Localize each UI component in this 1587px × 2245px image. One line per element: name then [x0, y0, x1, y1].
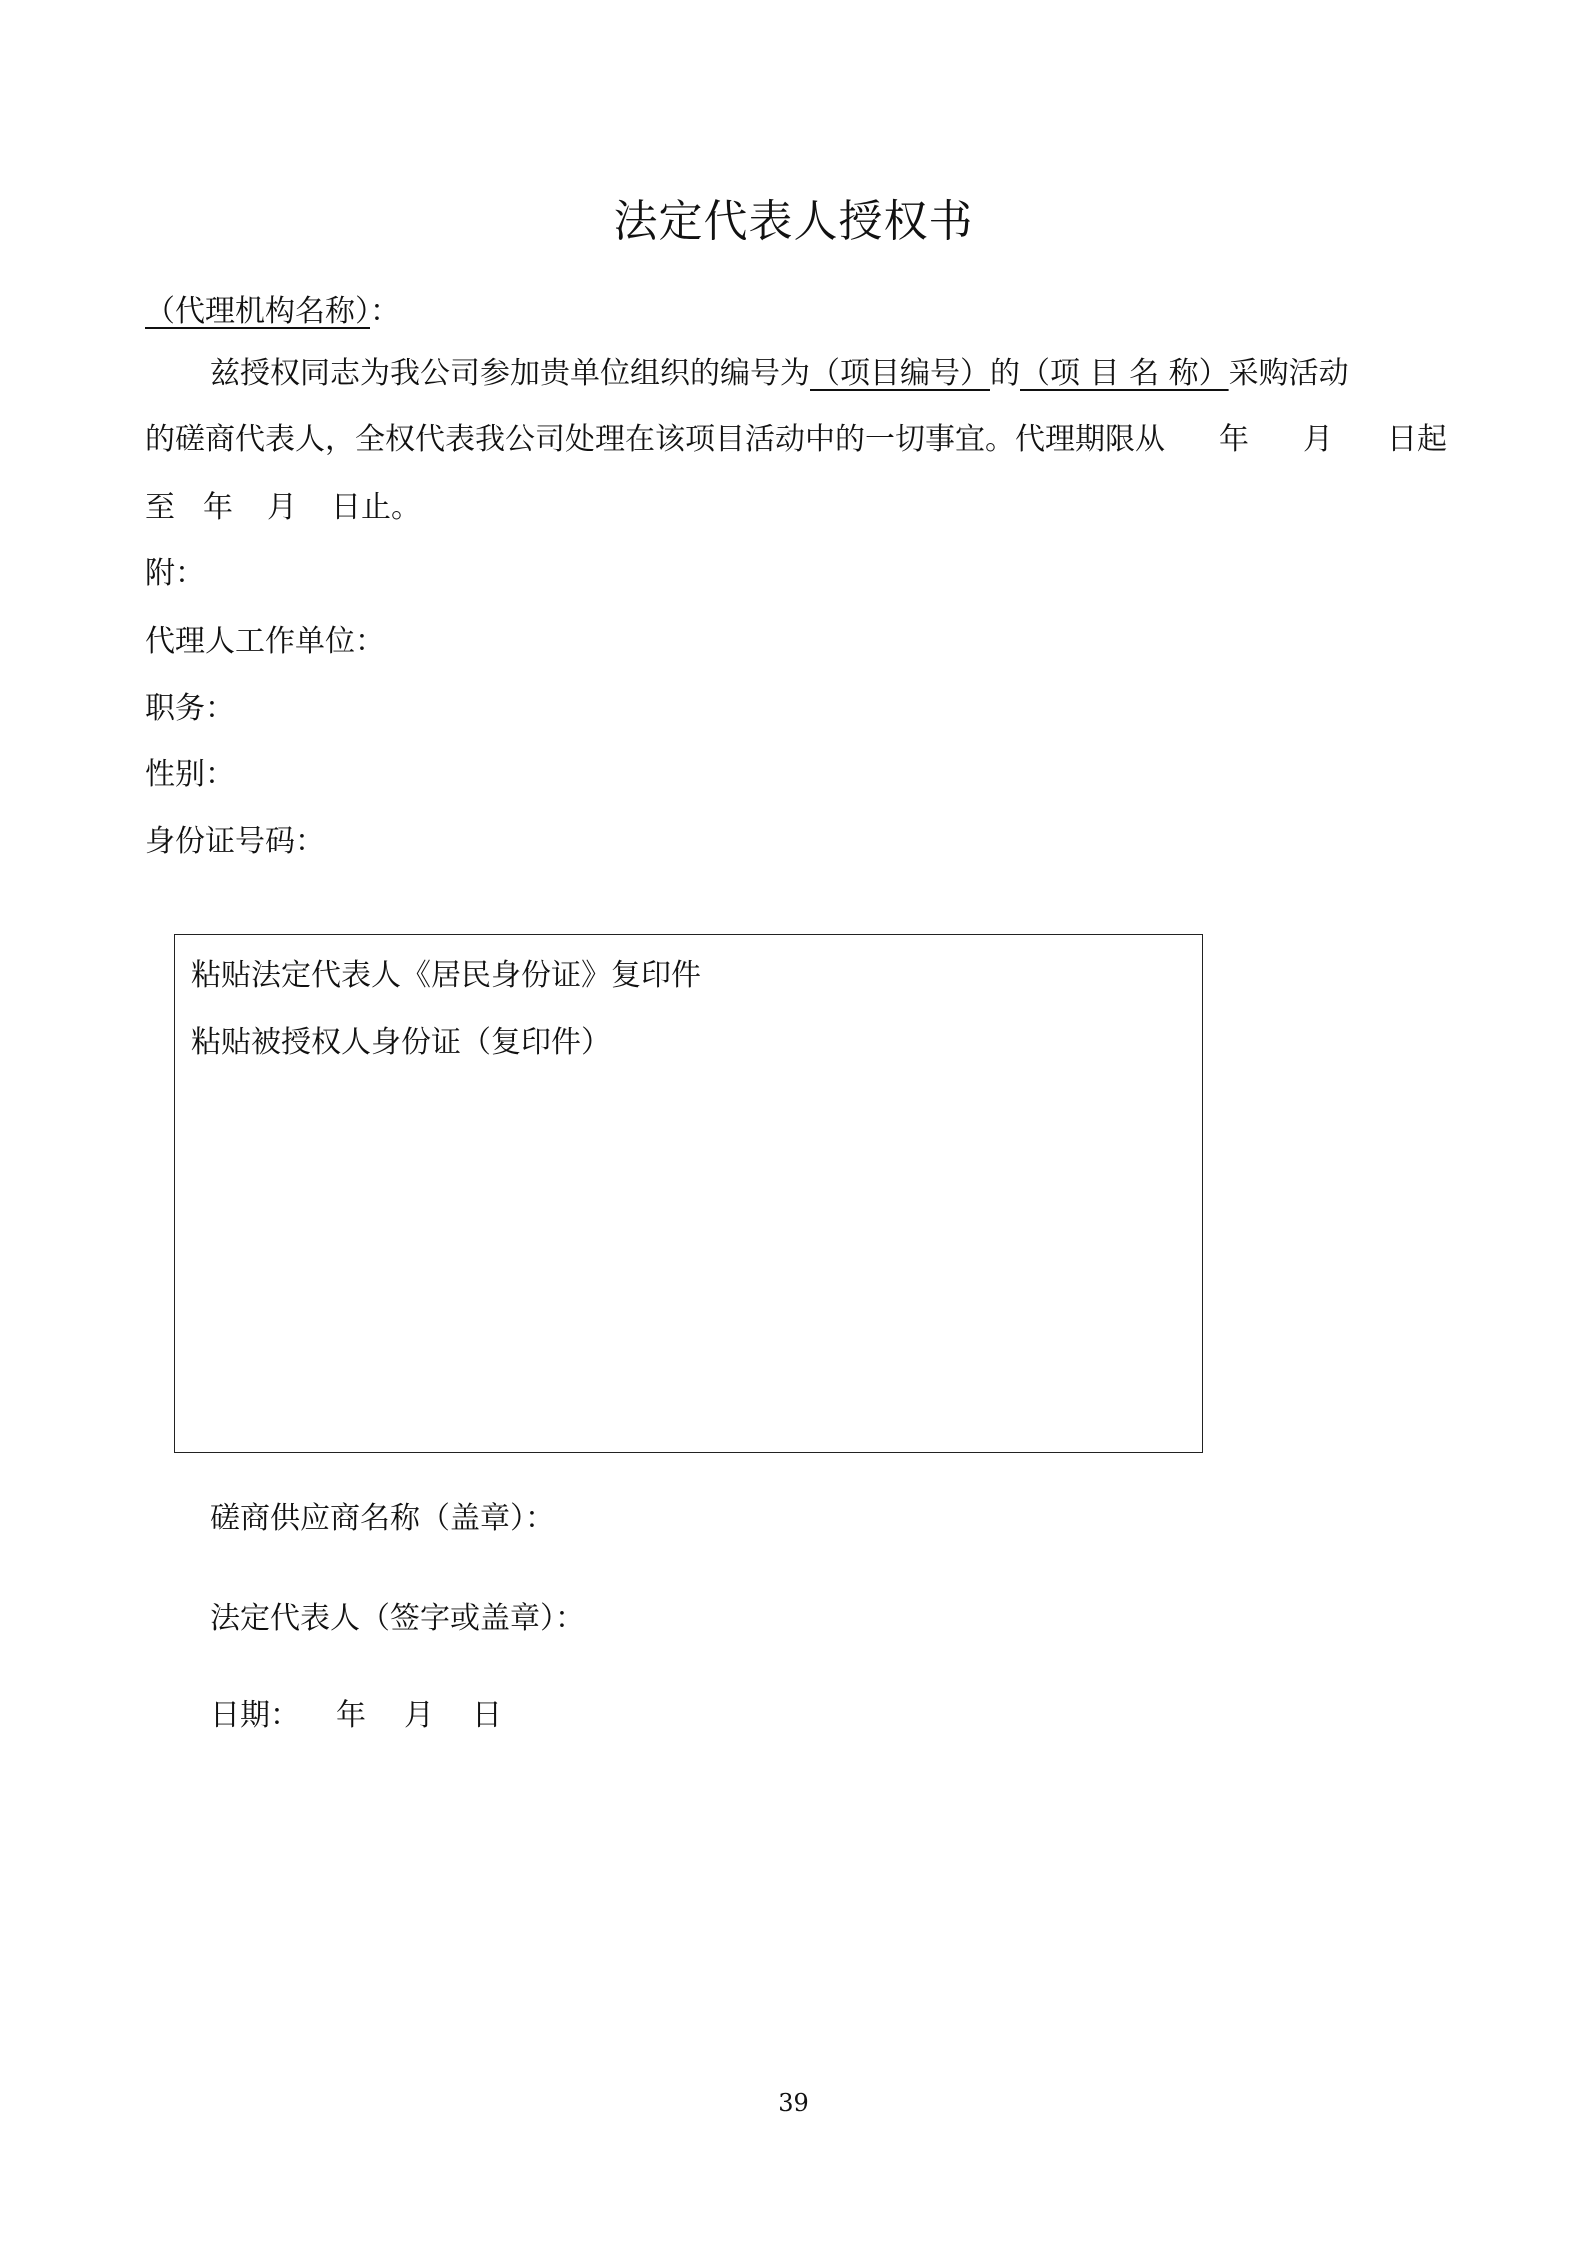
box-instruction-authorized-id: 粘贴被授权人身份证（复印件） — [191, 1025, 611, 1060]
addressee-colon: ： — [370, 294, 400, 329]
para2-year: 年 — [1219, 422, 1249, 457]
para1-text-b: 的 — [990, 356, 1020, 391]
paragraph-line-2 — [145, 418, 1447, 462]
para2-day-start: 日起 — [1387, 422, 1447, 457]
para3-month: 月 — [267, 490, 297, 525]
para3-year: 年 — [203, 490, 233, 525]
document-title: 法定代表人授权书 — [613, 196, 974, 247]
para2-month: 月 — [1303, 422, 1333, 457]
project-number-placeholder: （项目编号） — [810, 356, 990, 391]
attachment-label: 附： — [145, 556, 205, 591]
para2-text: 的磋商代表人，全权代表我公司处理在该项目活动中的一切事宜。代理期限从 — [145, 422, 1165, 457]
para3-day-end: 日止。 — [331, 490, 421, 525]
id-copy-paste-box — [174, 934, 1203, 1453]
supplier-name-seal-label: 磋商供应商名称（盖章）： — [210, 1501, 555, 1536]
date-year: 年 — [336, 1698, 366, 1733]
agent-employer-label: 代理人工作单位： — [145, 624, 385, 659]
date-day: 日 — [472, 1698, 502, 1733]
para1-text-a: 兹授权同志为我公司参加贵单位组织的编号为 — [210, 356, 810, 391]
paragraph-line-1 — [210, 352, 1349, 396]
date-month: 月 — [404, 1698, 434, 1733]
date-line — [210, 1694, 502, 1738]
para1-text-c: 采购活动 — [1228, 356, 1349, 391]
agent-id-number-label: 身份证号码： — [145, 824, 325, 859]
agent-gender-label: 性别： — [145, 757, 235, 792]
agency-name-placeholder: （代理机构名称） — [145, 294, 370, 329]
para3-prefix: 至 — [145, 490, 175, 525]
date-label: 日期： — [210, 1698, 300, 1733]
project-name-placeholder: （项 目 名 称） — [1020, 356, 1229, 391]
legal-rep-signature-label: 法定代表人（签字或盖章）： — [210, 1601, 585, 1636]
page-number: 39 — [778, 2089, 809, 2117]
addressee-line — [145, 290, 400, 334]
paragraph-line-3 — [145, 486, 421, 530]
agent-position-label: 职务： — [145, 691, 235, 726]
box-instruction-legal-rep-id: 粘贴法定代表人《居民身份证》复印件 — [191, 958, 701, 993]
